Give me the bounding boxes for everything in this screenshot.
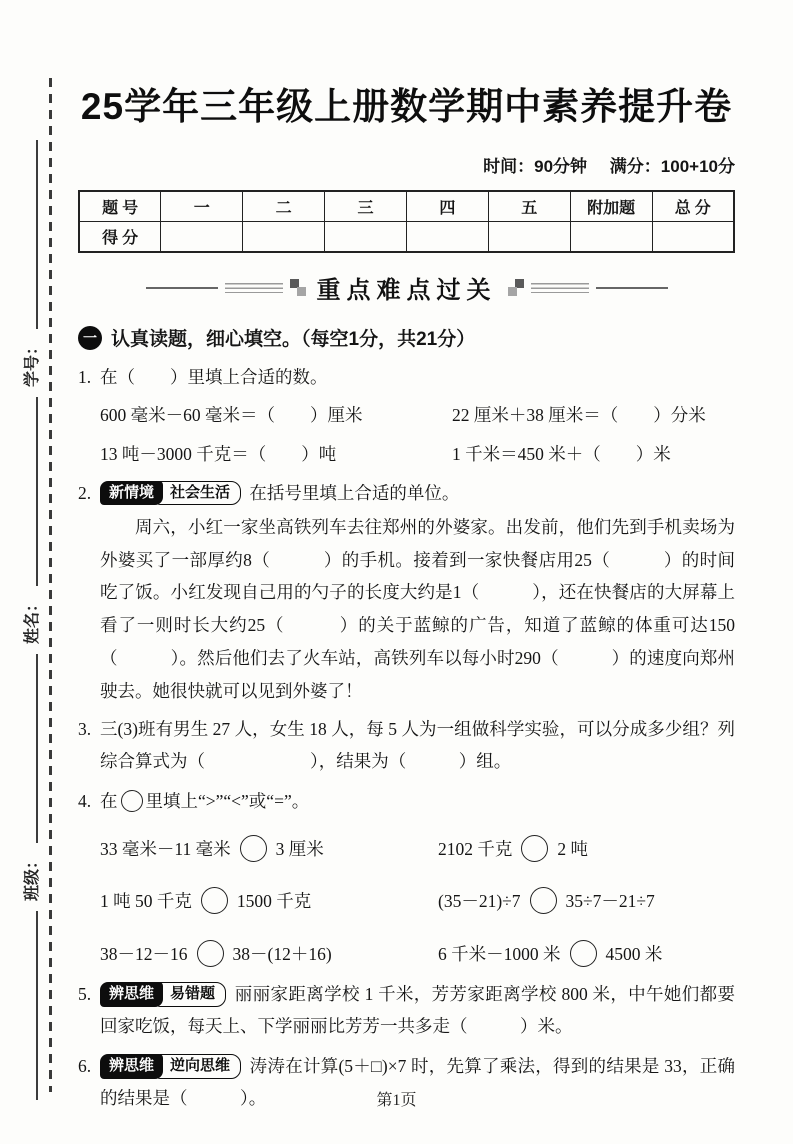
question-2-number: 2. xyxy=(78,482,92,503)
write-line xyxy=(36,140,38,329)
question-1 xyxy=(78,362,735,472)
score-table-header-row xyxy=(79,191,734,222)
col-part-5: 五 xyxy=(488,191,570,222)
q4-right-term: 2 吨 xyxy=(557,838,588,859)
q4-left-term: 6 千米－1000 米 xyxy=(438,943,561,964)
col-bonus: 附加题 xyxy=(570,191,652,222)
write-line xyxy=(36,654,38,843)
question-2 xyxy=(78,478,735,708)
q4-right-term: 3 厘米 xyxy=(275,838,324,859)
part-one-title: 认真读题，细心填空。（每空1分，共21分） xyxy=(111,329,476,350)
banner-title: 重点难点过关 xyxy=(316,277,497,304)
comparison-circle-icon xyxy=(201,887,228,914)
col-part-3: 三 xyxy=(325,191,407,222)
question-1-heading: 在（ ）里填上合适的数。 xyxy=(100,367,328,387)
banner-hatch-icon xyxy=(531,283,589,293)
col-part-2: 二 xyxy=(243,191,325,222)
question-2-paragraph: 周六，小红一家坐高铁列车去往郑州的外婆家。出发前，他们先到手机卖场为外婆买了一部厚约8（ ）的手机。接着到一家快餐店用25（ ）的时间吃了饭。小红发现自己用的勺子的长度大约是1（ ），还在快餐店的大屏幕上看了一则时长大约25（ ）的关于蓝鲸的广告，知道了蓝鲸的体重可达150（ ）。然后他们去了火车站，高铁列车以每小时290（ ）的速度向郑州驶去。她很快就可以见到外婆了！ xyxy=(100,517,735,701)
q4-right-term: 35÷7－21÷7 xyxy=(565,891,655,912)
new-context-badge: 新情境 xyxy=(100,481,163,505)
student-id-label: 学号： xyxy=(23,339,41,388)
q4-item xyxy=(438,939,735,971)
q4-item xyxy=(100,886,438,918)
col-total: 总 分 xyxy=(652,191,734,222)
question-4-heading-suffix: 里填上“>”“<”或“=”。 xyxy=(145,791,310,812)
full-score: 满分：100+10分 xyxy=(609,157,735,176)
col-part-1: 一 xyxy=(161,191,243,222)
q4-item xyxy=(100,834,438,866)
name-label: 姓名： xyxy=(23,596,41,645)
score-cell xyxy=(407,222,489,253)
student-info-sidebar xyxy=(8,140,52,1100)
score-table-score-row xyxy=(79,222,734,253)
social-life-badge: 社会生活 xyxy=(156,481,241,505)
score-row-label: 得 分 xyxy=(79,222,161,253)
discriminate-thinking-badge: 辨思维 xyxy=(100,982,163,1006)
q4-item xyxy=(438,834,735,866)
question-4-number: 4. xyxy=(78,791,92,812)
question-5 xyxy=(78,979,735,1042)
score-cell xyxy=(652,222,734,253)
page-title: 25学年三年级上册数学期中素养提升卷 xyxy=(80,86,733,127)
banner-line-icon xyxy=(146,287,218,289)
discriminate-thinking-badge: 辨思维 xyxy=(100,1054,163,1078)
q4-left-term: 1 吨 50 千克 xyxy=(100,891,192,912)
score-table xyxy=(78,190,735,253)
col-question-number: 题 号 xyxy=(79,191,161,222)
part-one-heading xyxy=(78,324,735,351)
q4-item xyxy=(438,886,735,918)
question-2-heading: 在括号里填上合适的单位。 xyxy=(249,482,460,503)
score-cell xyxy=(325,222,407,253)
comparison-circle-icon xyxy=(570,940,597,967)
q1-item: 600 毫米－60 毫米＝（ ）厘米 xyxy=(100,404,363,425)
q1-item: 13 吨－3000 千克＝（ ）吨 xyxy=(100,443,337,464)
write-line xyxy=(36,911,38,1100)
q4-right-term: 38－(12＋16) xyxy=(232,943,332,964)
q4-right-term: 1500 千克 xyxy=(236,891,312,912)
score-cell xyxy=(570,222,652,253)
time-limit: 时间：90分钟 xyxy=(483,157,588,176)
comparison-circle-icon xyxy=(240,835,267,862)
comparison-circle-icon xyxy=(121,790,143,812)
score-cell xyxy=(243,222,325,253)
q4-left-term: 2102 千克 xyxy=(438,838,513,859)
write-line xyxy=(36,397,38,586)
score-cell xyxy=(161,222,243,253)
comparison-circle-icon xyxy=(197,940,224,967)
exam-meta xyxy=(78,152,735,177)
question-6-number: 6. xyxy=(78,1056,92,1077)
part-number-circle-icon: 一 xyxy=(78,326,102,350)
class-label: 班级： xyxy=(23,853,41,902)
banner-squares-icon xyxy=(508,279,524,296)
col-part-4: 四 xyxy=(407,191,489,222)
reverse-thinking-badge: 逆向思维 xyxy=(156,1054,241,1078)
q4-left-term: 33 毫米－11 毫米 xyxy=(100,838,231,859)
banner-line-icon xyxy=(596,287,668,289)
question-3-text: 三(3)班有男生 27 人，女生 18 人，每 5 人为一组做科学实验，可以分成多少组？列综合算式为（ ），结果为（ ）组。 xyxy=(100,719,735,771)
question-4-heading-prefix: 在 xyxy=(100,791,118,812)
q4-left-term: (35－21)÷7 xyxy=(438,891,521,912)
question-3-number: 3. xyxy=(78,719,92,740)
question-3 xyxy=(78,714,735,777)
question-6-text: 涛涛在计算(5＋□)×7 时，先算了乘法，得到的结果是 33，正确的结果是（ ）。 xyxy=(100,1056,736,1108)
question-5-text: 丽丽家距离学校 1 千米，芳芳家距离学校 800 米，中午她们都要回家吃饭，每天上、下学丽丽比芳芳一共多走（ ）米。 xyxy=(100,984,736,1036)
question-1-items xyxy=(100,398,735,472)
error-prone-badge: 易错题 xyxy=(156,982,226,1006)
question-1-number: 1. xyxy=(78,367,92,387)
page-number: 第1页 xyxy=(376,1092,417,1109)
q1-item: 22 厘米＋38 厘米＝（ ）分米 xyxy=(452,404,706,425)
question-4-items xyxy=(100,834,735,971)
question-4 xyxy=(78,786,735,970)
section-banner xyxy=(78,270,735,305)
q1-item: 1 千米＝450 米＋（ ）米 xyxy=(452,443,671,464)
q4-left-term: 38－12－16 xyxy=(100,943,188,964)
banner-hatch-icon xyxy=(225,283,283,293)
score-cell xyxy=(488,222,570,253)
q4-item xyxy=(100,939,438,971)
banner-squares-icon xyxy=(290,279,306,296)
comparison-circle-icon xyxy=(521,835,548,862)
comparison-circle-icon xyxy=(530,887,557,914)
q4-right-term: 4500 米 xyxy=(605,943,663,964)
question-5-number: 5. xyxy=(78,984,92,1005)
